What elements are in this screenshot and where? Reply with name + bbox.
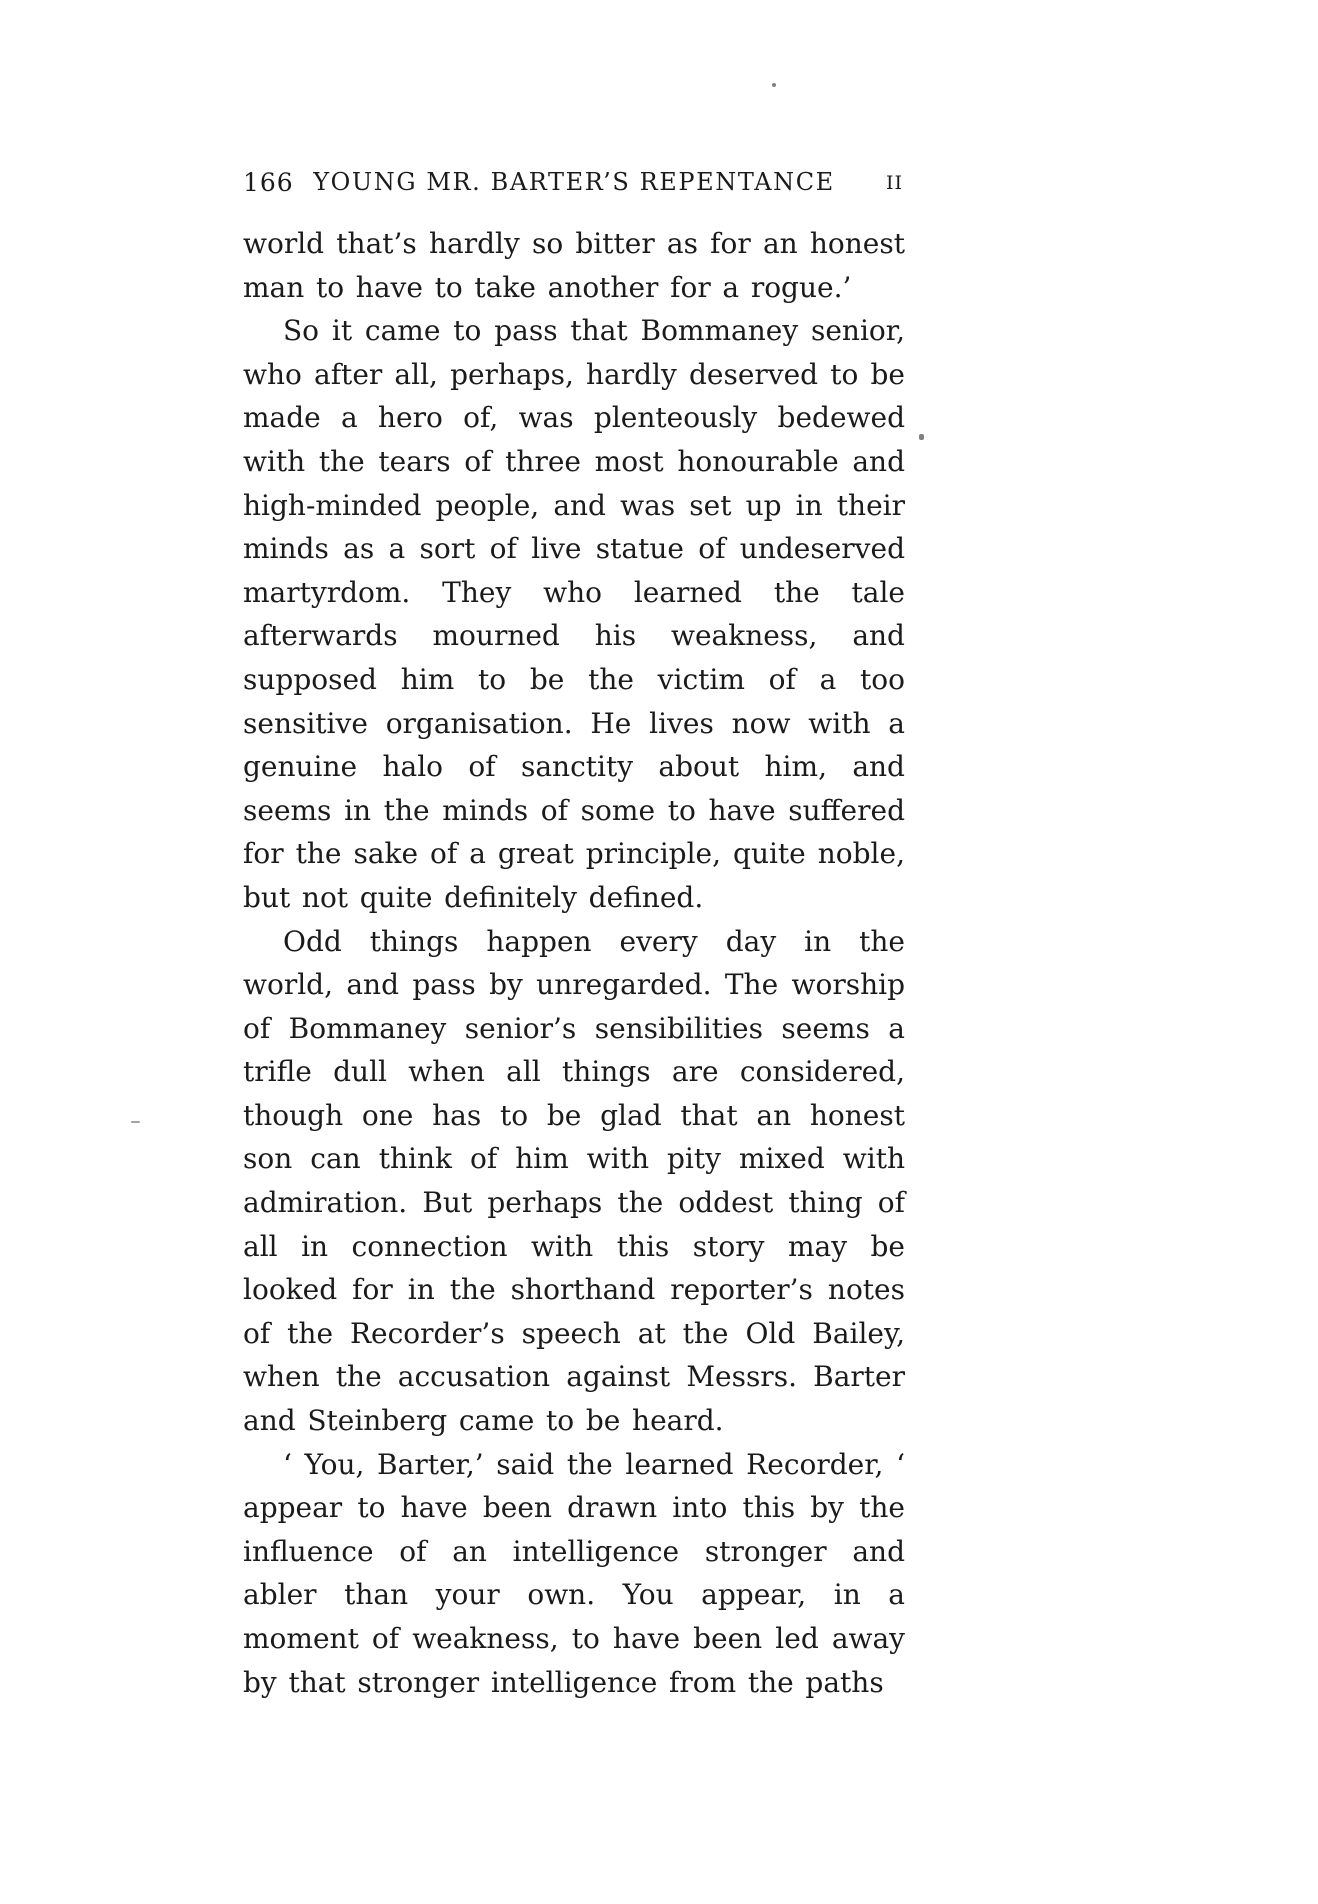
page-content xyxy=(243,168,905,1704)
page-body xyxy=(243,222,905,1704)
paragraph-3: Odd things happen every day in the world, and pass by unregarded. The worship of Bommaney senior’s sensibilities seems a trifle dull when all things are considered, though one has to be glad that an honest son can think of him with pity mixed with admiration. But perhaps the oddest thing of all in connection with this story may be looked for in the shorthand reporter’s notes of the Recorder’s speech at the Old Bailey, when the accusation against Messrs. Barter and Steinberg came to be heard. xyxy=(243,924,905,1438)
scan-artifact-dash xyxy=(131,1121,140,1123)
scan-artifact-dot xyxy=(772,83,776,87)
page-number: 166 xyxy=(243,168,294,197)
chapter-marker: II xyxy=(885,172,903,194)
paragraph-1: world that’s hardly so bitter as for an honest man to have to take another for a rogue.’ xyxy=(243,227,905,304)
paragraph-2: So it came to pass that Bommaney senior, who after all, perhaps, hardly deserved to be made a hero of, was plenteously bedewed with the tears of three most honourable and high-minded people, and was set up in their minds as a sort of live statue of undeserved martyrdom. They who learned the tale afterwards mourned his weakness, and supposed him to be the victim of a too sensitive organisation. He lives now with a genuine halo of sanctity about him, and seems in the minds of some to have suffered for the sake of a great principle, quite noble, but not quite definitely defined. xyxy=(243,314,905,914)
paragraph-4: ‘ You, Barter,’ said the learned Recorder, ‘ appear to have been drawn into this by the influence of an intelligence stronger and abler than your own. You appear, in a moment of weakness, to have been led away by that stronger intelligence from the paths xyxy=(243,1447,905,1699)
scan-artifact-dot xyxy=(919,434,924,440)
running-head: YOUNG MR. BARTER’S REPENTANCE xyxy=(313,168,835,196)
page-header xyxy=(243,168,905,200)
